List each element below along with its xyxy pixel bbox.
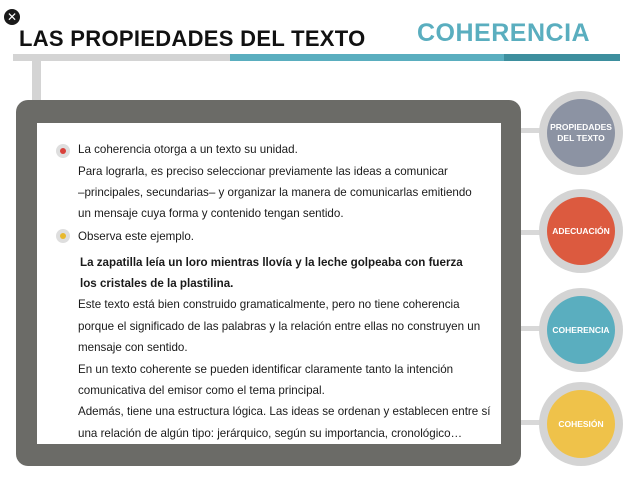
- bullet-dot-red-icon: [60, 148, 66, 154]
- bullet-dot-yellow-icon: [60, 233, 66, 239]
- text-line: una relación de algún tipo: jerárquico, según su importancia, cronológico…: [78, 427, 463, 440]
- example-line: los cristales de la plastilina.: [80, 277, 234, 290]
- nav-adecuacion-button[interactable]: [539, 189, 623, 273]
- bullet-red-icon: [56, 144, 70, 158]
- nav-propiedades-button[interactable]: [539, 91, 623, 175]
- text-line: Este texto está bien construido gramaticalmente, pero no tiene coherencia: [78, 298, 460, 311]
- nav-cohesion-button[interactable]: [539, 382, 623, 466]
- close-icon: ✕: [6, 10, 18, 24]
- text-line: Observa este ejemplo.: [78, 230, 194, 243]
- close-button[interactable]: [4, 9, 20, 25]
- nav-cohesion-label: COHESIÓN: [547, 390, 615, 458]
- text-line: La coherencia otorga a un texto su unidad.: [78, 143, 298, 156]
- nav-propiedades-label: PROPIEDADES DEL TEXTO: [547, 99, 615, 167]
- text-line: Para lograrla, es preciso seleccionar previamente las ideas a comunicar: [78, 165, 448, 178]
- text-line: Además, tiene una estructura lógica. Las ideas se ordenan y establecen entre sí: [78, 405, 491, 418]
- nav-coherencia-button[interactable]: [539, 288, 623, 372]
- text-line: porque el significado de las palabras y la relación entre ellas no construyen un: [78, 320, 481, 333]
- nav-adecuacion-label: ADECUACIÓN: [547, 197, 615, 265]
- text-line: mensaje con sentido.: [78, 341, 188, 354]
- text-line: comunicativa del emisor como el tema principal.: [78, 384, 325, 397]
- bullet-yellow-icon: [56, 229, 70, 243]
- title-underline-gray: [13, 54, 230, 61]
- text-line: un mensaje cuya forma y contenido tengan sentido.: [78, 207, 344, 220]
- page-title: LAS PROPIEDADES DEL TEXTO: [19, 26, 366, 51]
- frame-connector-stem: [32, 61, 41, 101]
- nav-coherencia-label: COHERENCIA: [547, 296, 615, 364]
- text-line: –principales, secundarias– y organizar la manera de comunicarlas emitiendo: [78, 186, 472, 199]
- example-line: La zapatilla leía un loro mientras llovía y la leche golpeaba con fuerza: [80, 256, 463, 269]
- section-title: COHERENCIA: [417, 19, 591, 47]
- title-underline-dark: [504, 54, 620, 61]
- title-underline-teal: [230, 54, 504, 61]
- text-line: En un texto coherente se pueden identificar claramente tanto la intención: [78, 363, 454, 376]
